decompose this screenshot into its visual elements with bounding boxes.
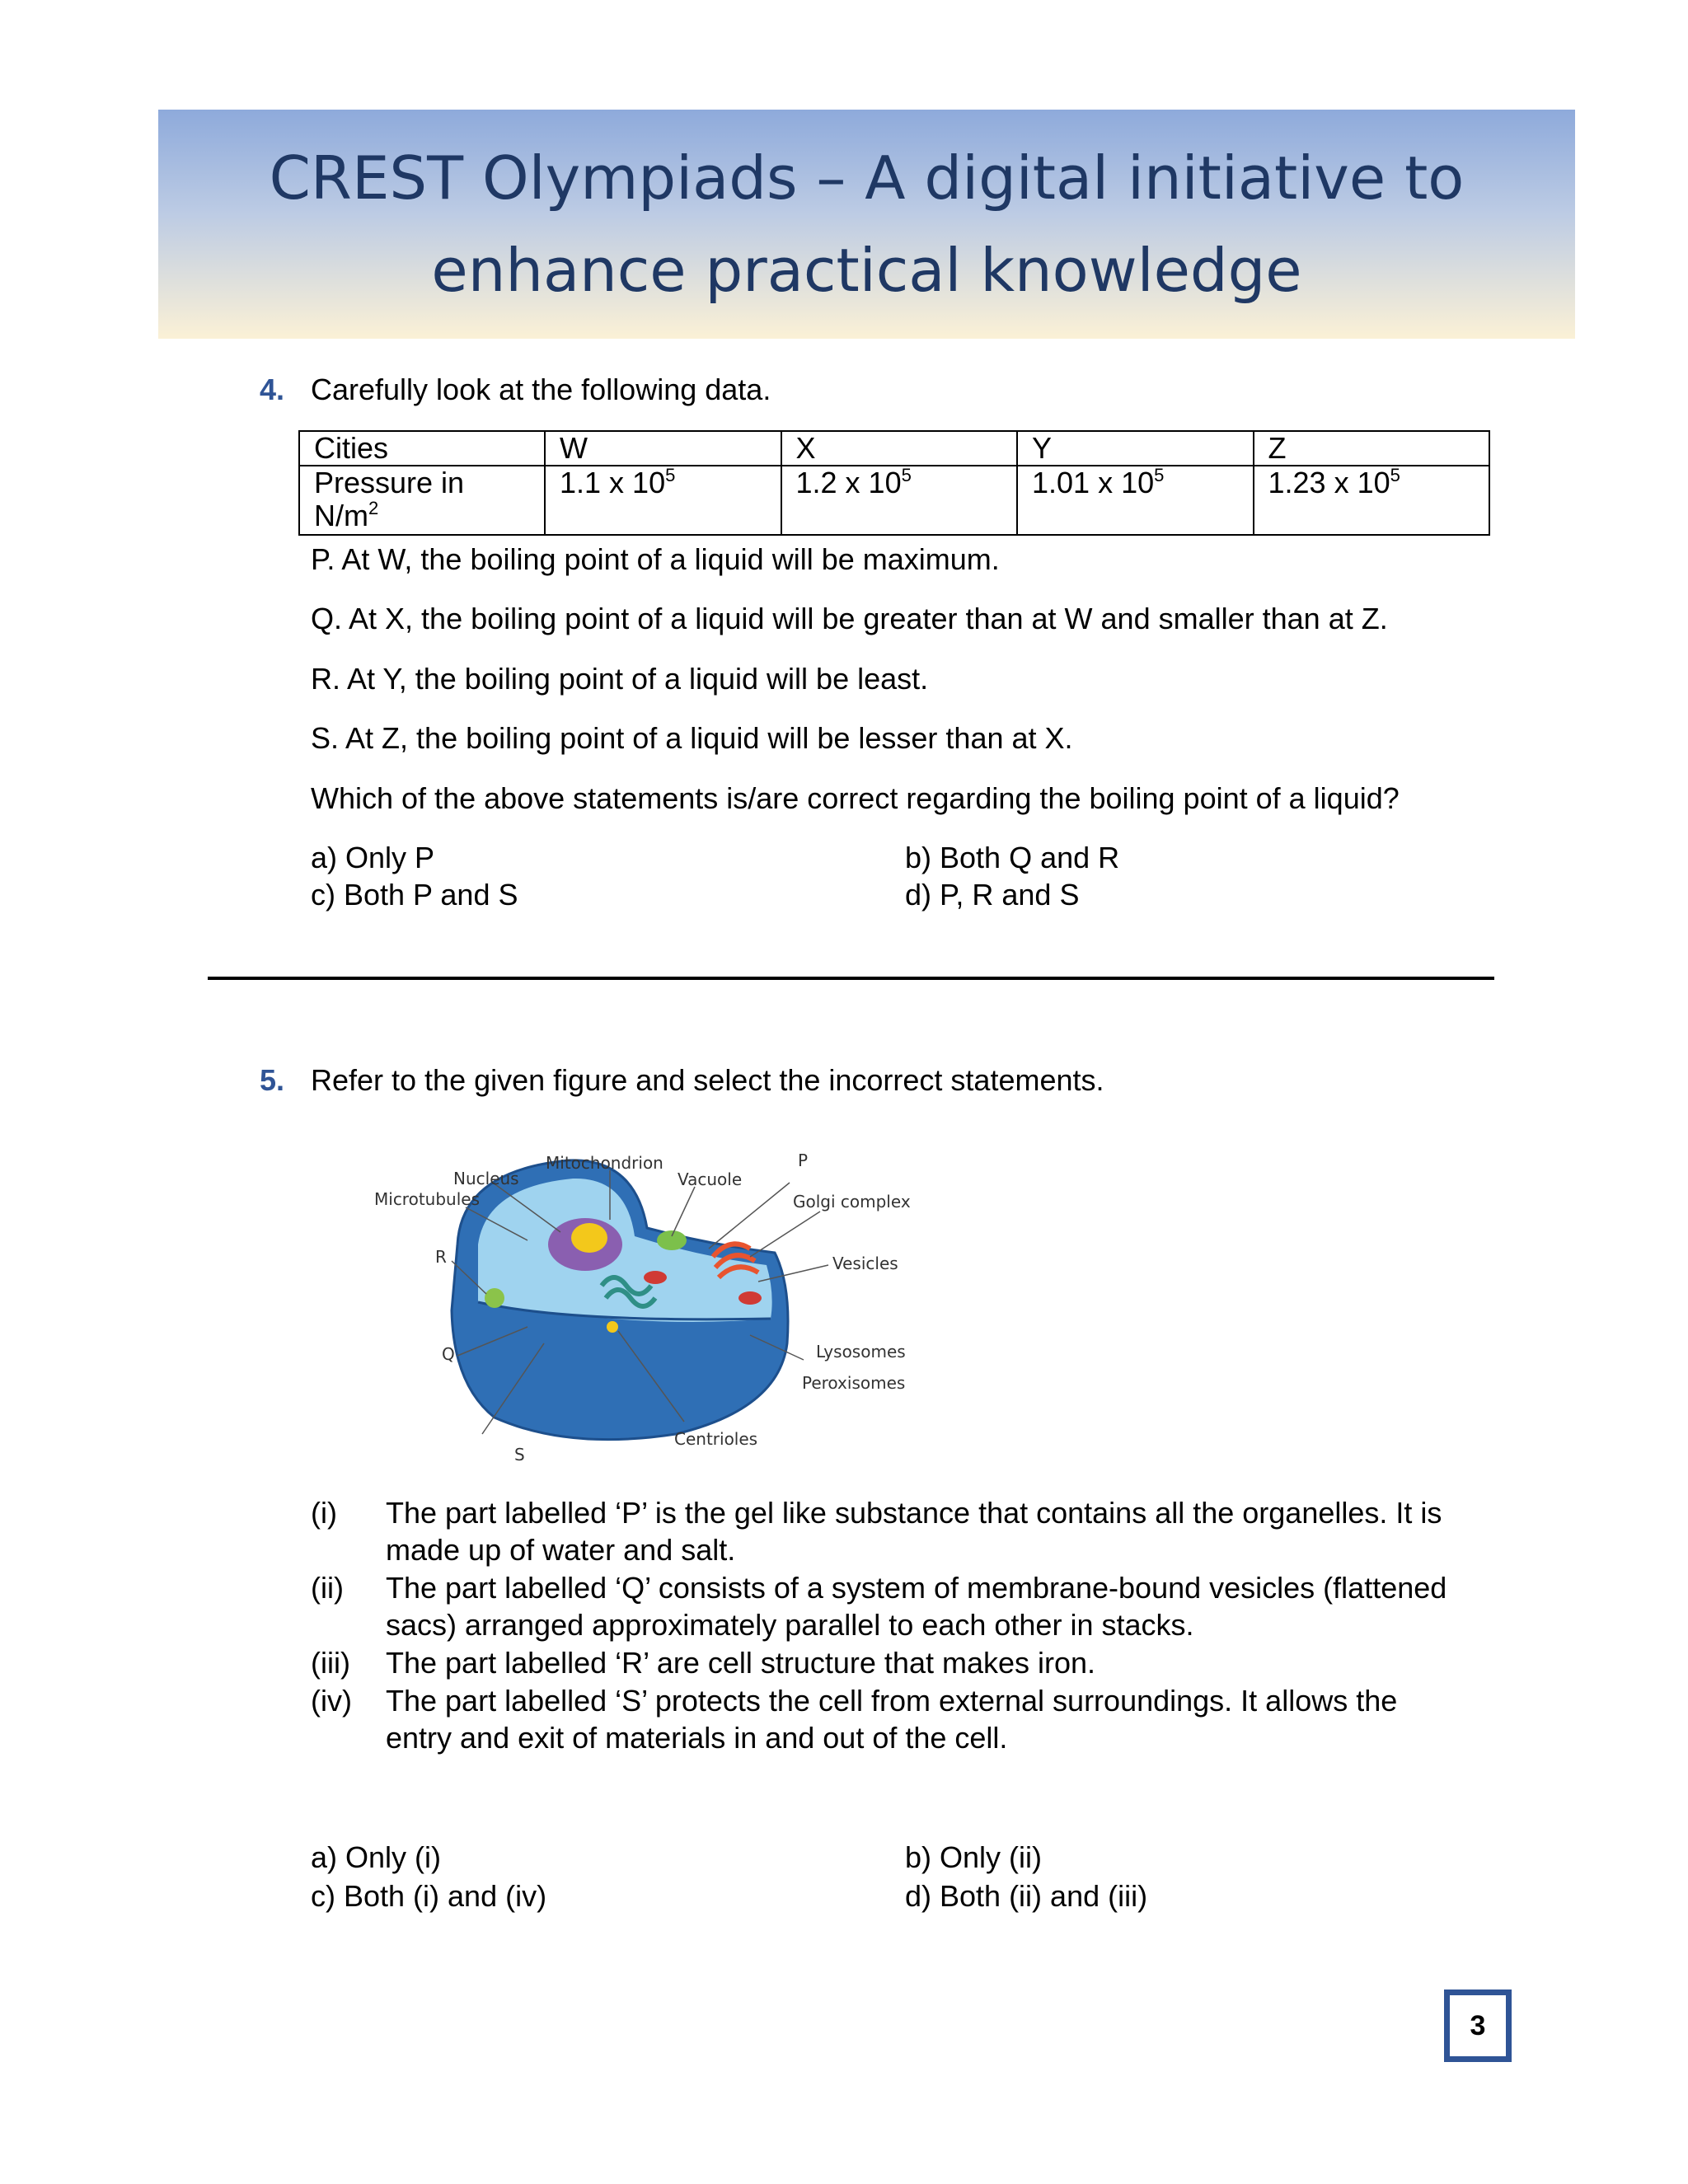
mitochondrion-shape xyxy=(644,1271,667,1284)
pressure-label-line2 xyxy=(314,499,530,532)
label-nucleus: Nucleus xyxy=(453,1169,519,1188)
label-golgi-complex: Golgi complex xyxy=(793,1192,911,1212)
table-cell xyxy=(1017,466,1254,535)
q5-option-c[interactable]: c) Both (i) and (iv) xyxy=(311,1879,547,1913)
statement-r: R. At Y, the boiling point of a liquid will be least. xyxy=(311,662,929,696)
label-centrioles: Centrioles xyxy=(674,1429,758,1449)
pressure-table xyxy=(298,430,1490,536)
table-row xyxy=(299,431,1489,466)
table-cell xyxy=(781,466,1018,535)
item-text-line1: The part labelled ‘Q’ consists of a system of membrane-bound vesicles (flattened xyxy=(386,1571,1447,1605)
table-cell: Z xyxy=(1254,431,1490,466)
vacuole-shape xyxy=(657,1230,687,1250)
table-cell: X xyxy=(781,431,1018,466)
item-number: (iii) xyxy=(311,1646,350,1680)
pressure-exponent: 5 xyxy=(1154,465,1165,485)
question-5-prompt: Refer to the given figure and select the incorrect statements. xyxy=(311,1063,1104,1097)
q4-option-a[interactable]: a) Only P xyxy=(311,841,435,874)
pressure-exponent: 5 xyxy=(901,465,912,485)
table-cell xyxy=(1254,466,1490,535)
label-lysosomes: Lysosomes xyxy=(816,1342,906,1361)
q5-option-d[interactable]: d) Both (ii) and (iii) xyxy=(905,1879,1148,1913)
pressure-label-line1: Pressure in xyxy=(314,466,465,499)
label-p: P xyxy=(798,1151,809,1170)
label-vesicles: Vesicles xyxy=(832,1254,898,1273)
header-title-line2: enhance practical knowledge xyxy=(431,236,1302,305)
header-title-line1: CREST Olympiads – A digital initiative to xyxy=(269,143,1465,213)
label-peroxisomes: Peroxisomes xyxy=(802,1373,906,1393)
header-banner xyxy=(158,110,1575,339)
pressure-exponent: 5 xyxy=(1390,465,1400,485)
pressure-exponent: 5 xyxy=(665,465,676,485)
table-row xyxy=(299,466,1489,535)
label-microtubules: Microtubules xyxy=(374,1189,480,1209)
q4-option-d[interactable]: d) P, R and S xyxy=(905,878,1080,912)
pressure-value: 1.01 x 10 xyxy=(1032,466,1155,499)
pressure-value: 1.2 x 10 xyxy=(795,466,902,499)
statement-p: P. At W, the boiling point of a liquid will be maximum. xyxy=(311,542,1000,576)
table-cell: Y xyxy=(1017,431,1254,466)
section-divider xyxy=(208,977,1494,980)
label-vacuole: Vacuole xyxy=(678,1169,743,1189)
nucleolus-shape xyxy=(571,1223,607,1253)
item-text-line2: sacs) arranged approximately parallel to each other in stacks. xyxy=(386,1608,1194,1642)
statement-s: S. At Z, the boiling point of a liquid will be lesser than at X. xyxy=(311,721,1073,755)
q5-option-b[interactable]: b) Only (ii) xyxy=(905,1840,1043,1874)
item-number: (i) xyxy=(311,1496,337,1530)
question-4-ask: Which of the above statements is/are correct regarding the boiling point of a liquid? xyxy=(311,781,1400,815)
mitochondrion-shape-2 xyxy=(738,1291,762,1305)
label-r: R xyxy=(435,1247,447,1267)
item-text-line1: The part labelled ‘P’ is the gel like substance that contains all the organelles. It is xyxy=(386,1496,1442,1530)
table-cell: Cities xyxy=(299,431,545,466)
label-q: Q xyxy=(442,1344,455,1364)
item-number: (iv) xyxy=(311,1684,352,1718)
statement-q: Q. At X, the boiling point of a liquid will be greater than at W and smaller than at Z. xyxy=(311,602,1388,635)
q5-option-a[interactable]: a) Only (i) xyxy=(311,1840,442,1874)
item-text-line2: entry and exit of materials in and out of the cell. xyxy=(386,1721,1008,1755)
item-text-line1: The part labelled ‘R’ are cell structure that makes iron. xyxy=(386,1646,1096,1680)
question-4-number: 4. xyxy=(260,373,285,406)
pressure-value: 1.23 x 10 xyxy=(1268,466,1390,499)
lysosome-shape xyxy=(485,1288,504,1308)
label-s: S xyxy=(514,1445,525,1465)
page-number: 3 xyxy=(1444,1990,1512,2062)
pressure-unit-exponent: 2 xyxy=(368,498,379,518)
q4-option-b[interactable]: b) Both Q and R xyxy=(905,841,1120,874)
question-5-number: 5. xyxy=(260,1063,285,1097)
label-mitochondrion: Mitochondrion xyxy=(546,1153,663,1173)
animal-cell-diagram xyxy=(363,1121,923,1467)
item-number: (ii) xyxy=(311,1571,344,1605)
pressure-unit: N/m xyxy=(314,499,368,532)
q4-option-c[interactable]: c) Both P and S xyxy=(311,878,518,912)
pressure-value: 1.1 x 10 xyxy=(560,466,666,499)
table-cell xyxy=(545,466,781,535)
table-cell: W xyxy=(545,431,781,466)
centriole-shape xyxy=(607,1321,618,1333)
question-4-prompt: Carefully look at the following data. xyxy=(311,373,771,406)
item-text-line2: made up of water and salt. xyxy=(386,1533,736,1567)
item-text-line1: The part labelled ‘S’ protects the cell from external surroundings. It allows the xyxy=(386,1684,1398,1718)
table-cell xyxy=(299,466,545,535)
